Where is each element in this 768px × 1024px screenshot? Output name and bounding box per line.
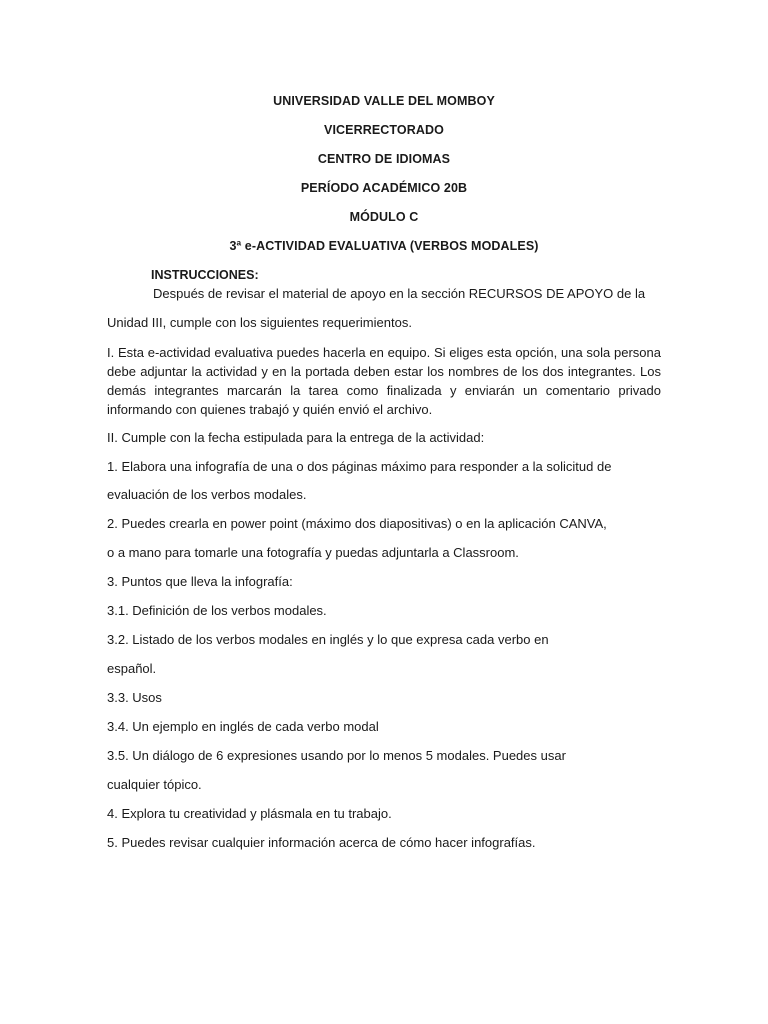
requirement-3-1: 3.1. Definición de los verbos modales. (107, 603, 327, 618)
item-ii: II. Cumple con la fecha estipulada para la entrega de la actividad: (107, 430, 485, 445)
requirement-1-line-2: evaluación de los verbos modales. (107, 487, 307, 502)
activity-title: 3ª e-ACTIVIDAD EVALUATIVA (VERBOS MODALES) (229, 239, 539, 253)
requirement-3-2-line-1: 3.2. Listado de los verbos modales en inglés y lo que expresa cada verbo en (107, 632, 549, 647)
university-name: UNIVERSIDAD VALLE DEL MOMBOY (273, 94, 495, 108)
requirement-4: 4. Explora tu creatividad y plásmala en tu trabajo. (107, 806, 392, 821)
instructions-heading: INSTRUCCIONES: (151, 268, 259, 282)
requirement-2-line-2: o a mano para tomarle una fotografía y puedas adjuntarla a Classroom. (107, 545, 519, 560)
requirement-3: 3. Puntos que lleva la infografía: (107, 574, 293, 589)
requirement-3-5-line-1: 3.5. Un diálogo de 6 expresiones usando por lo menos 5 modales. Puedes usar (107, 748, 566, 763)
module-title: MÓDULO C (349, 210, 419, 224)
requirement-3-2-line-2: español. (107, 661, 157, 676)
intro-line-2: Unidad III, cumple con los siguientes requerimientos. (107, 315, 412, 330)
intro-line-1: Después de revisar el material de apoyo en la sección RECURSOS DE APOYO de la (153, 286, 646, 301)
requirement-3-3: 3.3. Usos (107, 690, 162, 705)
requirement-2-line-1: 2. Puedes crearla en power point (máximo dos diapositivas) o en la aplicación CANVA, (107, 516, 607, 531)
requirement-1-line-1: 1. Elabora una infografía de una o dos páginas máximo para responder a la solicitud de (107, 459, 612, 474)
requirement-5: 5. Puedes revisar cualquier información acerca de cómo hacer infografías. (107, 835, 536, 850)
academic-period: PERÍODO ACADÉMICO 20B (300, 181, 468, 195)
requirement-3-5-line-2: cualquier tópico. (107, 777, 202, 792)
requirement-3-4: 3.4. Un ejemplo en inglés de cada verbo modal (107, 719, 379, 734)
vice-rectorate: VICERRECTORADO (324, 123, 444, 137)
item-i-paragraph: I. Esta e-actividad evaluativa puedes hacerla en equipo. Si eliges esta opción, una sola persona debe adjuntar la actividad y en la portada deben estar los nombres de los dos integrantes. Los demás integrantes marcarán la tarea como finalizada y enviarán un comentario privado informando con quienes trabajó y quién envió el archivo. (107, 345, 661, 417)
language-center: CENTRO DE IDIOMAS (317, 152, 451, 166)
